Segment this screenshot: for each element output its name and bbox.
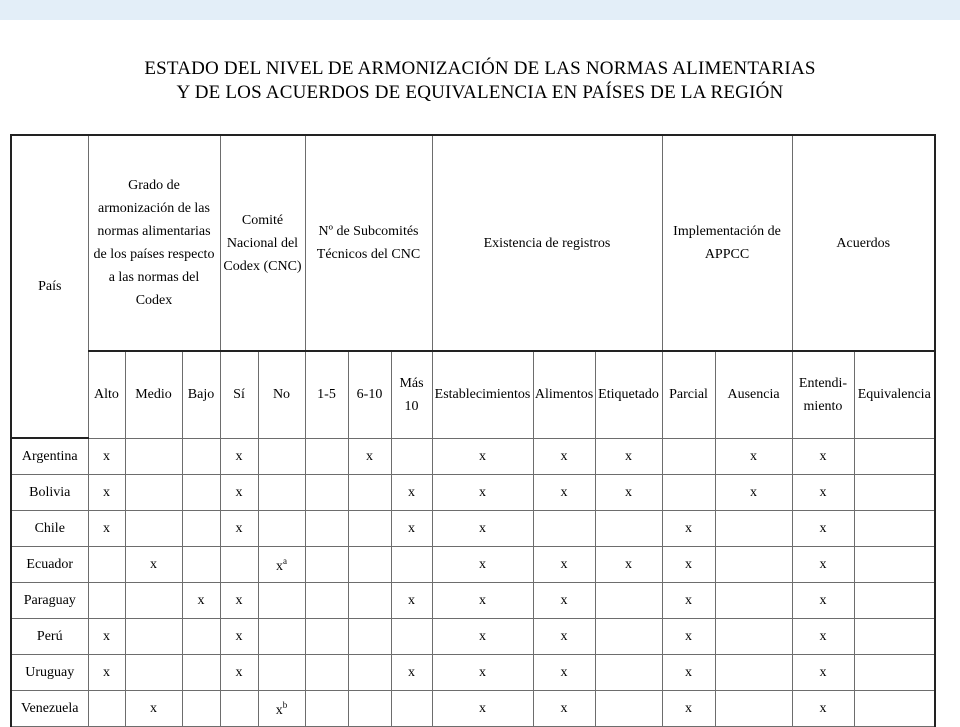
header-pais: País [11, 135, 88, 438]
mark-cell [662, 654, 715, 690]
mark-cell [348, 546, 391, 582]
mark-cell [348, 474, 391, 510]
mark-cell [305, 438, 348, 474]
country-cell: Ecuador [11, 546, 88, 582]
mark-cell [182, 618, 220, 654]
country-cell: Perú [11, 618, 88, 654]
table-row [11, 546, 935, 582]
subheader-cell: Equivalencia [854, 351, 935, 438]
mark-x: x [560, 448, 568, 464]
mark-x: x [235, 592, 243, 608]
mark-x: x [625, 448, 632, 464]
mark-cell [854, 618, 935, 654]
mark-cell [348, 654, 391, 690]
mark-cell [432, 546, 533, 582]
mark-cell [305, 546, 348, 582]
mark-cell [88, 510, 125, 546]
mark-cell [182, 654, 220, 690]
mark-x: x [560, 628, 568, 644]
mark-cell [125, 582, 182, 618]
mark-x: x [276, 559, 283, 574]
subheader-cell: Etiquetado [595, 351, 662, 438]
mark-cell [88, 438, 125, 474]
mark-cell [88, 546, 125, 582]
mark-cell [533, 582, 595, 618]
subheader-cell: Sí [220, 351, 258, 438]
mark-x: x [235, 628, 243, 644]
mark-x: x [685, 592, 692, 608]
mark-cell [595, 582, 662, 618]
header-acuerdos: Acuerdos [792, 135, 935, 351]
mark-cell [88, 654, 125, 690]
page-title [0, 57, 960, 105]
mark-cell [715, 690, 792, 726]
mark-x: x [479, 448, 486, 464]
mark-x: x [479, 484, 486, 500]
mark-cell [258, 438, 305, 474]
mark-x: x [103, 628, 110, 644]
mark-cell [182, 510, 220, 546]
mark-cell [715, 654, 792, 690]
mark-x: x [275, 703, 283, 718]
mark-x: x [819, 520, 827, 536]
mark-cell [305, 690, 348, 726]
mark-cell [715, 474, 792, 510]
subheader-cell: Alimentos [533, 351, 595, 438]
mark-cell [125, 474, 182, 510]
subheader-cell: No [258, 351, 305, 438]
mark-x: x [150, 556, 157, 572]
mark-cell [662, 438, 715, 474]
mark-cell [391, 438, 432, 474]
mark-cell [182, 690, 220, 726]
mark-cell [662, 510, 715, 546]
mark-x: x [479, 628, 486, 644]
mark-x: x [235, 520, 243, 536]
subheader-cell: Medio [125, 351, 182, 438]
mark-x: x [625, 484, 632, 500]
mark-x: x [479, 556, 486, 572]
mark-cell [391, 690, 432, 726]
header-registros: Existencia de registros [432, 135, 662, 351]
mark-x: x [560, 700, 568, 716]
mark-cell [533, 438, 595, 474]
header-appcc: Implementación de APPCC [662, 135, 792, 351]
mark-cell [125, 438, 182, 474]
mark-cell [662, 474, 715, 510]
mark-x: x [479, 700, 486, 716]
mark-cell [88, 690, 125, 726]
mark-cell [432, 474, 533, 510]
mark-cell [432, 654, 533, 690]
mark-cell [258, 474, 305, 510]
mark-cell [258, 510, 305, 546]
table-row [11, 690, 935, 726]
mark-cell [854, 510, 935, 546]
mark-cell [533, 690, 595, 726]
subheader-cell: Ausencia [715, 351, 792, 438]
table-row [11, 510, 935, 546]
mark-cell [662, 546, 715, 582]
header-grado: Grado de armonización de las normas alimentarias de los países respecto a las normas del Codex [88, 135, 220, 351]
mark-x: x [408, 520, 415, 536]
mark-cell [305, 510, 348, 546]
mark-x: x [819, 700, 827, 716]
mark-cell [125, 510, 182, 546]
mark-cell [182, 474, 220, 510]
mark-cell [854, 474, 935, 510]
mark-cell [662, 618, 715, 654]
mark-cell [348, 510, 391, 546]
mark-x: x [408, 664, 415, 680]
mark-cell [792, 582, 854, 618]
mark-cell [348, 618, 391, 654]
mark-cell [220, 438, 258, 474]
mark-x: x [819, 484, 827, 500]
mark-cell [533, 474, 595, 510]
top-bar [0, 0, 960, 20]
mark-x: x [103, 664, 110, 680]
country-cell: Chile [11, 510, 88, 546]
header-comite: Comité Nacional del Codex (CNC) [220, 135, 305, 351]
mark-cell [854, 654, 935, 690]
mark-cell [595, 690, 662, 726]
mark-cell [715, 438, 792, 474]
mark-cell [391, 474, 432, 510]
mark-x: x [560, 592, 568, 608]
mark-x: x [819, 628, 827, 644]
mark-cell [533, 510, 595, 546]
mark-x: x [103, 448, 110, 464]
mark-cell [182, 438, 220, 474]
mark-cell [125, 690, 182, 726]
mark-x: x [235, 664, 243, 680]
mark-cell [220, 510, 258, 546]
mark-cell [595, 438, 662, 474]
mark-cell [715, 582, 792, 618]
subheader-cell: Establecimientos [432, 351, 533, 438]
title-line-1: ESTADO DEL NIVEL DE ARMONIZACIÓN DE LAS NORMAS ALIMENTARIAS [144, 58, 816, 79]
table-row [11, 654, 935, 690]
mark-x: x [560, 664, 568, 680]
mark-cell [305, 654, 348, 690]
mark-cell [258, 654, 305, 690]
mark-cell [348, 438, 391, 474]
subheader-cell: Alto [88, 351, 125, 438]
country-cell: Uruguay [11, 654, 88, 690]
mark-cell [391, 510, 432, 546]
mark-cell [125, 618, 182, 654]
country-cell: Paraguay [11, 582, 88, 618]
mark-x: x [479, 592, 486, 608]
table-row [11, 618, 935, 654]
mark-x: x [408, 592, 415, 608]
mark-x: x [408, 484, 415, 500]
mark-cell [125, 654, 182, 690]
mark-x: x [560, 556, 568, 572]
mark-cell [432, 690, 533, 726]
mark-cell [595, 546, 662, 582]
mark-cell [792, 438, 854, 474]
table-row [11, 438, 935, 474]
mark-cell [220, 582, 258, 618]
mark-x: x [685, 700, 692, 716]
country-cell: Bolivia [11, 474, 88, 510]
mark-cell [432, 510, 533, 546]
mark-cell [258, 582, 305, 618]
mark-cell [220, 690, 258, 726]
mark-cell [792, 618, 854, 654]
mark-x: x [560, 484, 568, 500]
mark-cell [391, 618, 432, 654]
mark-x: x [685, 628, 692, 644]
mark-x: x [479, 664, 486, 680]
mark-cell [432, 582, 533, 618]
mark-cell [792, 474, 854, 510]
mark-x: x [103, 484, 110, 500]
table-row [11, 474, 935, 510]
mark-x: x [366, 448, 373, 464]
mark-x: x [819, 556, 827, 572]
mark-cell [595, 510, 662, 546]
mark-x: x [235, 484, 243, 500]
mark-x: x [235, 448, 243, 464]
mark-cell [305, 582, 348, 618]
mark-cell [348, 582, 391, 618]
subheader-cell: 1-5 [305, 351, 348, 438]
mark-cell [88, 618, 125, 654]
mark-cell [595, 654, 662, 690]
mark-cell [792, 654, 854, 690]
footnote-marker: b [282, 700, 288, 710]
subheader-cell: 6-10 [348, 351, 391, 438]
mark-x: x [103, 520, 110, 536]
mark-x: x [819, 664, 827, 680]
mark-cell [662, 690, 715, 726]
mark-cell [792, 690, 854, 726]
mark-cell [595, 474, 662, 510]
mark-cell [432, 438, 533, 474]
mark-x: x [685, 556, 692, 572]
mark-x: x [750, 484, 757, 500]
mark-cell [182, 582, 220, 618]
mark-cell [348, 690, 391, 726]
mark-cell [391, 546, 432, 582]
mark-cell [88, 474, 125, 510]
mark-x: x [197, 592, 205, 608]
mark-cell [432, 618, 533, 654]
mark-cell [595, 618, 662, 654]
harmonization-table [10, 134, 936, 727]
title-line-2: Y DE LOS ACUERDOS DE EQUIVALENCIA EN PAÍSES DE LA REGIÓN [176, 82, 784, 103]
mark-cell [391, 582, 432, 618]
header-subcomites: Nº de Subcomités Técnicos del CNC [305, 135, 432, 351]
footnote-marker: a [283, 556, 287, 566]
mark-cell [792, 510, 854, 546]
mark-cell [125, 546, 182, 582]
subheader-cell: Bajo [182, 351, 220, 438]
mark-x: x [819, 448, 827, 464]
mark-cell [854, 438, 935, 474]
mark-x: x [479, 520, 486, 536]
mark-x: x [625, 556, 632, 572]
subheader-cell: Parcial [662, 351, 715, 438]
mark-cell [854, 546, 935, 582]
mark-cell [854, 690, 935, 726]
mark-cell [715, 618, 792, 654]
mark-cell [854, 582, 935, 618]
mark-cell [305, 474, 348, 510]
mark-x: x [819, 592, 827, 608]
mark-cell [258, 690, 305, 726]
mark-cell [391, 654, 432, 690]
mark-cell [533, 654, 595, 690]
country-cell: Argentina [11, 438, 88, 474]
mark-cell [220, 654, 258, 690]
mark-cell [533, 546, 595, 582]
mark-cell [258, 546, 305, 582]
mark-cell [662, 582, 715, 618]
subheader-cell: Más 10 [391, 351, 432, 438]
mark-cell [305, 618, 348, 654]
mark-cell [792, 546, 854, 582]
mark-cell [715, 510, 792, 546]
mark-cell [182, 546, 220, 582]
mark-cell [220, 474, 258, 510]
mark-x: x [685, 520, 692, 536]
country-cell: Venezuela [11, 690, 88, 726]
mark-cell [533, 618, 595, 654]
subheader-cell: Entendi-miento [792, 351, 854, 438]
mark-cell [220, 618, 258, 654]
mark-x: x [150, 700, 157, 716]
mark-cell [88, 582, 125, 618]
mark-cell [258, 618, 305, 654]
mark-cell [715, 546, 792, 582]
mark-x: x [685, 664, 692, 680]
mark-x: x [750, 448, 757, 464]
table-row [11, 582, 935, 618]
mark-cell [220, 546, 258, 582]
